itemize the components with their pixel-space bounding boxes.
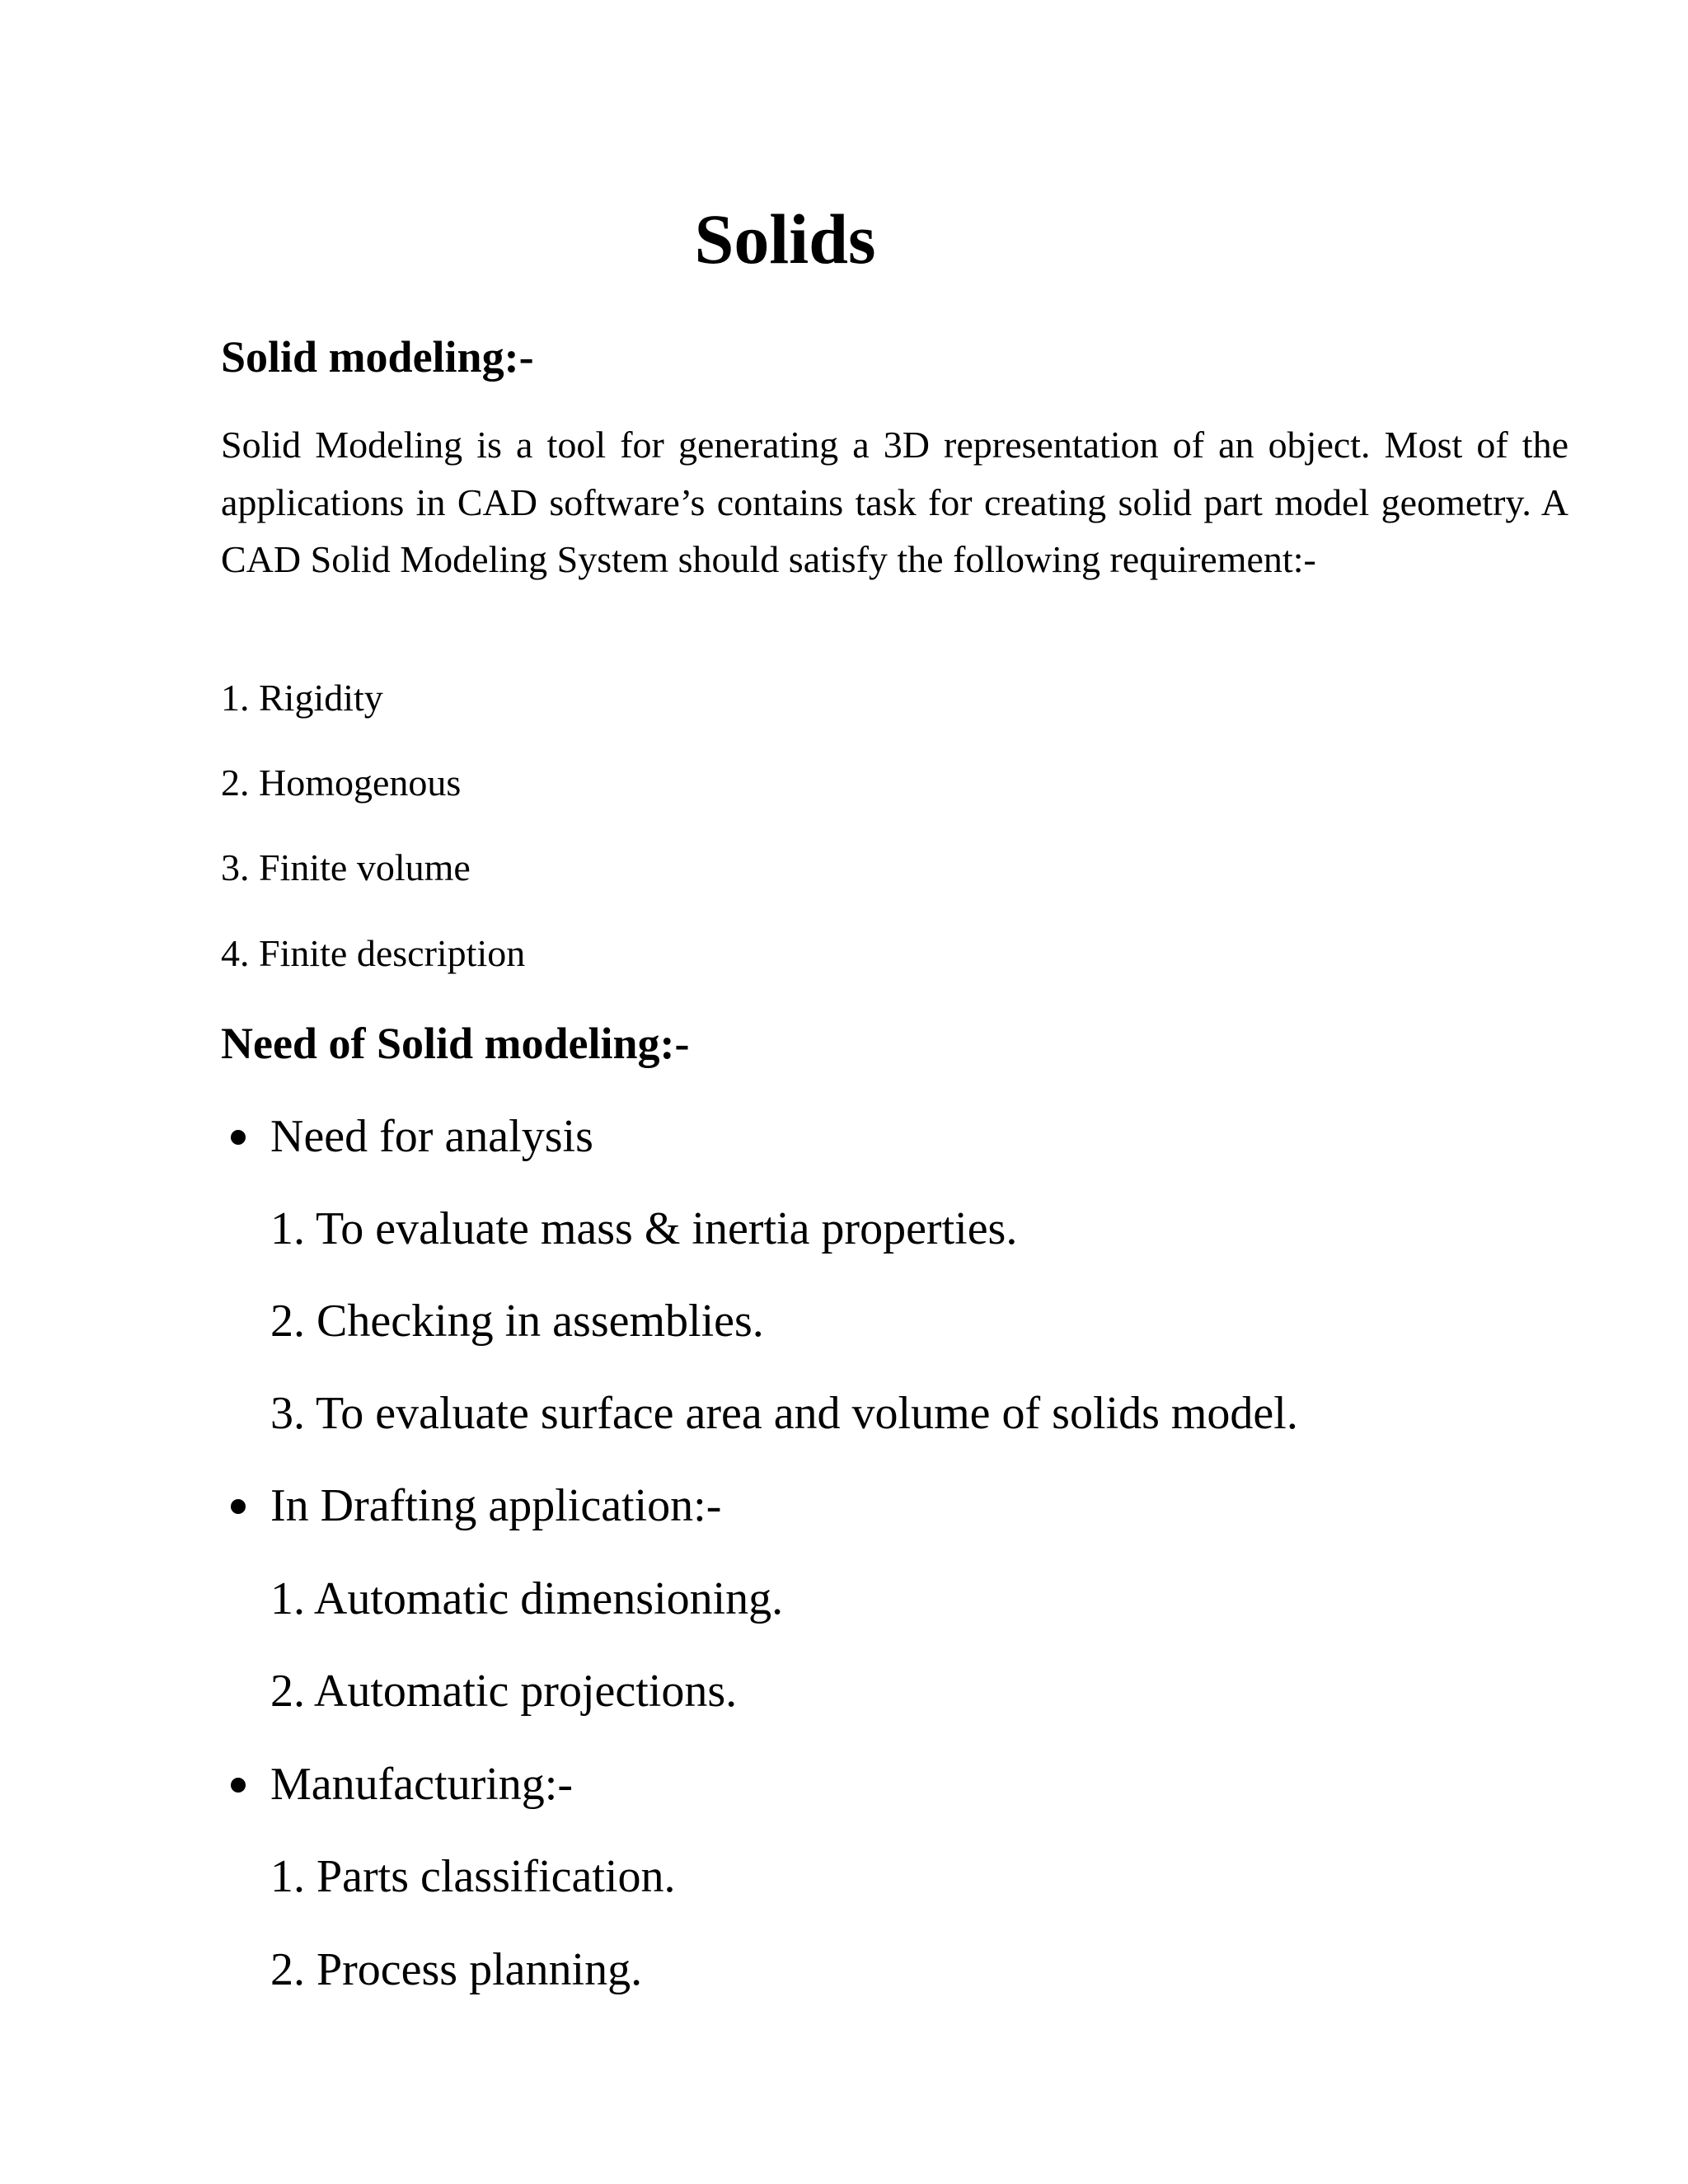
requirement-item: 4. Finite description xyxy=(221,932,526,974)
sub-list-item: 1. Parts classification. xyxy=(270,1851,676,1902)
bullet-dot-icon xyxy=(231,1499,246,1514)
bullet-item xyxy=(221,1477,722,1535)
bullet-item xyxy=(221,1108,593,1165)
requirement-item: 2. Homogenous xyxy=(221,762,462,804)
sub-list-item: 1. To evaluate mass & inertia properties. xyxy=(270,1203,1018,1254)
bullet-item xyxy=(221,1755,573,1813)
bullet-label: Need for analysis xyxy=(270,1111,593,1162)
page-title: Solids xyxy=(694,199,876,279)
sub-list-item: 1. Automatic dimensioning. xyxy=(270,1573,784,1624)
section-heading-need-of-solid-modeling: Need of Solid modeling:- xyxy=(221,1019,690,1068)
bullet-label: Manufacturing:- xyxy=(270,1759,573,1810)
bullet-dot-icon xyxy=(231,1778,246,1793)
section-paragraph: Solid Modeling is a tool for generating a 3D representation of an object. Most of the applications in CAD software’s contains task for creating solid part model geometry. A CAD Solid Modeling System should satisfy the following requirement:- xyxy=(221,424,1568,580)
bullet-label: In Drafting application:- xyxy=(270,1480,722,1531)
sub-list-item: 2. Process planning. xyxy=(270,1944,643,1995)
bullet-dot-icon xyxy=(231,1130,246,1145)
sub-list-item: 2. Checking in assemblies. xyxy=(270,1296,764,1347)
section-heading-solid-modeling: Solid modeling:- xyxy=(221,332,534,382)
requirement-item: 1. Rigidity xyxy=(221,677,383,719)
sub-list-item: 3. To evaluate surface area and volume of solids model. xyxy=(270,1388,1298,1439)
sub-list-item: 2. Automatic projections. xyxy=(270,1666,738,1717)
requirement-item: 3. Finite volume xyxy=(221,846,471,888)
